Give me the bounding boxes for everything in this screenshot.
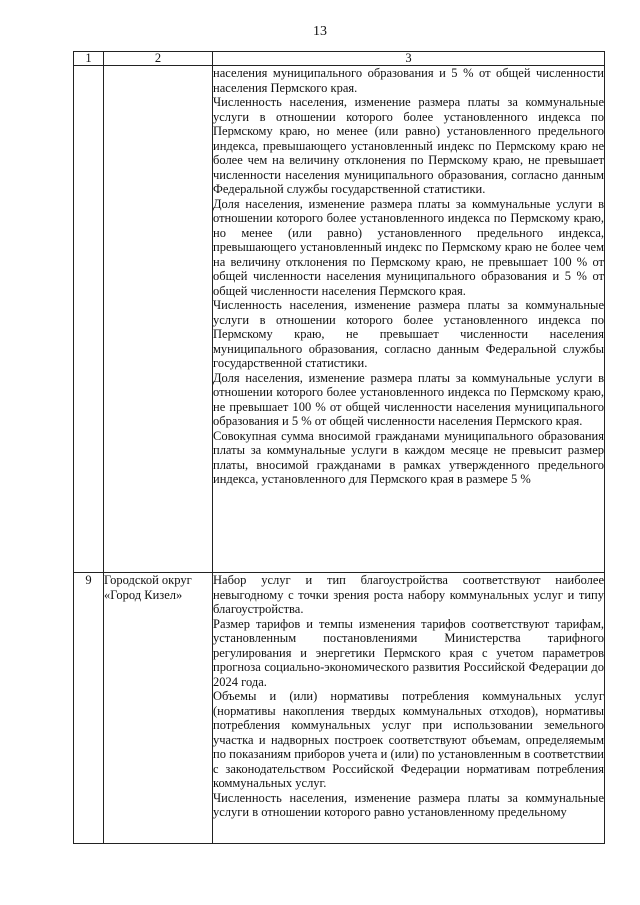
paragraph: Доля населения, изменение размера платы за коммунальные услуги в отношении которого более установленного индекса по Пермскому краю, не превышает 100 % от общей численности населения муниципального образования и 5 % от общей численности населения Пермского края. [213,370,604,428]
municipality-name [104,66,213,573]
table-row [74,573,605,844]
row-number: 9 [74,573,104,844]
paragraph: Численность населения, изменение размера платы за коммунальные услуги в отношении которого более установленного индекса по Пермскому краю, не превышает численности населения муниципального образования, согласно данным Федеральной службы государственной статистики. [213,298,604,370]
header-col-2: 2 [104,52,213,66]
paragraph: Набор услуг и тип благоустройства соответствуют наиболее невыгодному с точки зрения роста набору коммунальных услуг и типу благоустройства. [213,573,604,616]
table-header-row [74,52,605,66]
paragraph: населения муниципального образования и 5 % от общей численности населения Пермского края. [213,66,604,95]
tariff-table [73,51,605,844]
row-number [74,66,104,573]
paragraph: Объемы и (или) нормативы потребления коммунальных услуг (нормативы накопления твердых коммунальных отходов), нормативы потребления коммунальных услуг при использовании земельного участка и надворных построек соответствуют объемам, определяемым по показаниям приборов учета и (или) по установленным в соответствии с законодательством Российской Федерации нормативам потребления коммунальных услуг. [213,689,604,790]
header-col-1: 1 [74,52,104,66]
paragraph: Доля населения, изменение размера платы за коммунальные услуги в отношении которого более установленного индекса по Пермскому краю, но менее (или равно) установленного предельного индекса, превышающего установленный индекс по Пермскому краю не более чем на величину отклонения по Пермскому краю, не превышает 100 % от общей численности населения муниципального образования и 5 % от общей численности населения Пермского края. [213,196,604,298]
paragraph: Размер тарифов и темпы изменения тарифов соответствуют тарифам, установленным постановлениями Министерства тарифного регулирования и энергетики Пермского края с учетом параметров прогноза социально-экономического развития Российской Федерации до 2024 года. [213,616,604,689]
page-number: 13 [313,24,327,39]
paragraph: Численность населения, изменение размера платы за коммунальные услуги в отношении которого более установленного индекса по Пермскому краю, но менее (или равно) установленного предельного индекса, превышающего установленный индекс по Пермскому краю не более чем на величину отклонения по Пермскому краю, не превышает численности населения муниципального образования, согласно данным Федеральной службы государственной статистики. [213,95,604,196]
header-col-3: 3 [213,52,605,66]
paragraph: Численность населения, изменение размера платы за коммунальные услуги в отношении которого равно установленному предельному [213,790,604,819]
municipality-name: Городской округ «Город Кизел» [104,573,213,844]
table-row [74,66,605,573]
description-cell [213,66,605,573]
description-cell [213,573,605,844]
paragraph: Совокупная сумма вносимой гражданами муниципального образования платы за коммунальные услуги в каждом месяце не превысит размер платы, вносимой гражданами в рамках утвержденного предельного индекса, установленного для Пермского края в размере 5 % [213,428,604,486]
